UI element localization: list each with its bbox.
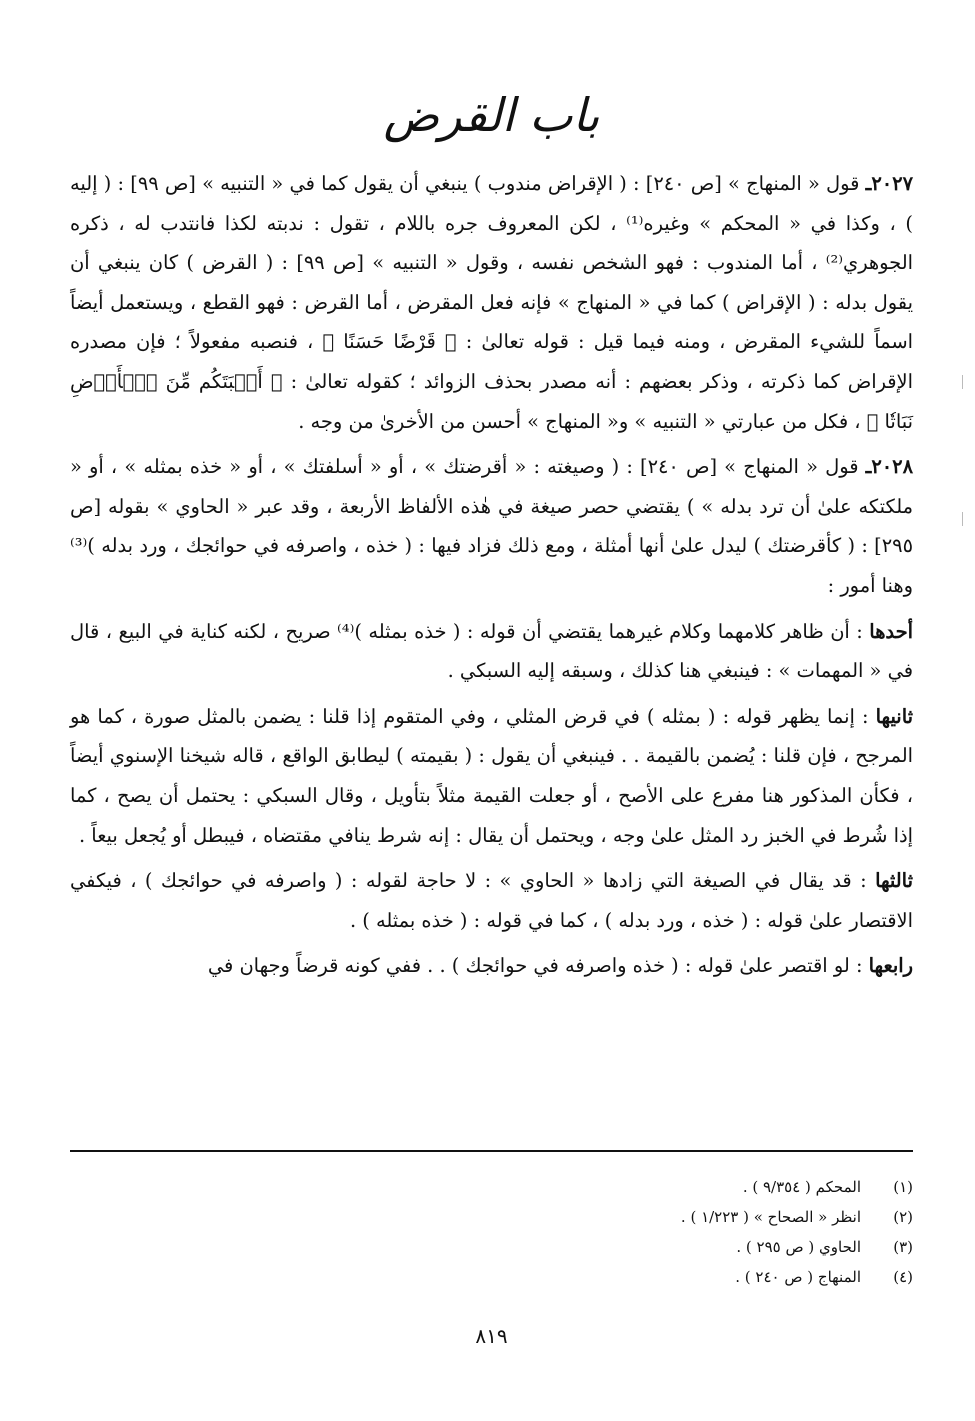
footnote-number: (٤) <box>893 1268 913 1286</box>
footnote-text: انظر « الصحاح » ( ١/٢٢٣ ) . <box>680 1208 861 1226</box>
paragraph-text: قول « المنهاج » [ص ٢٤٠] : ( وصيغته : « أقرضتك » ، أو « أسلفتك » ، أو « خذه بمثله » ، أو « ملكتكه علىٰ أن ترد بدله » ) يقتضي حصر صيغة في هٰذه الألفاظ الأربعة ، وقد عبر « الحاوي » بقوله [ص ٢٩٥] : ( كأقرضتك ) ليدل علىٰ أنها أمثلة ، ومع ذلك فزاد فيها : ( خذه ، واصرفه في حوائجك ، ورد بدله )⁽³⁾ وهنا أمور : <box>70 455 913 597</box>
point-heading: ثانيها <box>875 704 913 728</box>
footnote-number: (٢) <box>893 1208 913 1226</box>
document-page <box>70 88 913 1382</box>
footnote-text: المحكم ( ٩/٣٥٤ ) . <box>742 1178 861 1196</box>
paragraph-number: ٢٠٢٧ـ <box>865 172 913 195</box>
footnote <box>70 1232 913 1262</box>
paragraph-text: قول « المنهاج » [ص ٢٤٠] : ( الإقراض مندوب ) ينبغي أن يقول كما في « التنبيه » [ص ٩٩] : ( إليه ) ، وكذا في « المحكم » وغيره⁽¹⁾ ، لكن المعروف جره باللام ، تقول : ندبته لكذا فانتدب له ، ذكره الجوهري⁽²⁾ ، أما المندوب : فهو الشخص نفسه ، وقول « التنبيه » [ص ٩٩] : ( القرض ) كان ينبغي أن يقول بدله : ( الإقراض ) كما في « المنهاج » فإنه فعل المقرض ، أما القرض : فهو القطع ، ويستعمل أيضاً اسماً للشيء المقرض ، ومنه فيما قيل : قوله تعالىٰ : ﴿ قَرْضًا حَسَنًا ﴾ ، فنصبه مفعولاً ؛ فإن مصدره الإقراض كما ذكرته ، وذكر بعضهم : أنه مصدر بحذف الزوائد ؛ كقوله تعالىٰ : ﴿ أَنۢبَتَكُم مِّنَ ٱلۡأَرۡضِ نَبَاتٗا ﴾ ، فكل من عبارتي « التنبيه » و« المنهاج » أحسن من الأخرىٰ من وجه . <box>70 172 913 433</box>
paragraph <box>70 946 913 986</box>
footnote <box>70 1202 913 1232</box>
chapter-title: باب القرض <box>383 88 600 142</box>
point-heading: رابعها <box>868 954 913 978</box>
footnote <box>70 1172 913 1202</box>
paragraph-text: : لو اقتصر علىٰ قوله : ( خذه واصرفه في حوائجك ) . . ففي كونه قرضاً وجهان في <box>207 954 869 978</box>
margin-mark <box>962 512 963 526</box>
margin-mark <box>962 375 963 389</box>
paragraph <box>70 697 913 855</box>
paragraph-text: : قد يقال في الصيغة التي زادها « الحاوي » : لا حاجة لقوله : ( واصرفه في حوائجك ) ، فيكفي الاقتصار علىٰ قوله : ( خذه ، ورد بدله ) ، كما في قوله : ( خذه بمثله ) . <box>70 869 913 932</box>
point-heading: أحدها <box>869 619 913 643</box>
footnotes <box>70 1172 913 1292</box>
page-number: ٨١٩ <box>475 1324 508 1348</box>
paragraph-text: : إنما يظهر قوله : ( بمثله ) في قرض المثلي ، وفي المتقوم إذا قلنا : يضمن بالمثل صورة ، كما هو المرجح ، فإن قلنا : يُضمن بالقيمة . . فينبغي أن يقول : ( بقيمته ) ليطابق الواقع ، قاله شيخنا الإسنوي أيضاً ، فكأن المذكور هنا مفرع على الأصح ، أو جعلت القيمة مثلاً بتأويل ، وقال السبكي : يحتمل أن يصح ، كما إذا شُرط في الخبز رد المثل علىٰ وجه ، ويحتمل أن يقال : إنه شرط ينافي مقتضاه ، فيبطل أو يُجعل بيعاً . <box>70 704 913 847</box>
footnote-number: (٣) <box>893 1238 913 1256</box>
footnote-divider <box>70 1150 913 1152</box>
paragraph-number: ٢٠٢٨ـ <box>865 455 913 479</box>
footnote <box>70 1262 913 1292</box>
paragraph-text: : أن ظاهر كلامهما وكلام غيرهما يقتضي أن قوله : ( خذه بمثله )⁽⁴⁾ صريح ، لكنه كناية في البيع ، قال في « المهمات » : فينبغي هنا كذلك ، وسبقه إليه السبكي . <box>70 619 913 683</box>
footnote-text: الحاوي ( ص ٢٩٥ ) . <box>736 1238 861 1256</box>
paragraph <box>70 447 913 605</box>
point-heading: ثالثها <box>875 869 913 893</box>
paragraph <box>70 612 913 691</box>
paragraph <box>70 164 913 441</box>
footnote-text: المنهاج ( ص ٢٤٠ ) . <box>735 1268 861 1286</box>
paragraph <box>70 861 913 940</box>
footnote-number: (١) <box>893 1178 913 1196</box>
